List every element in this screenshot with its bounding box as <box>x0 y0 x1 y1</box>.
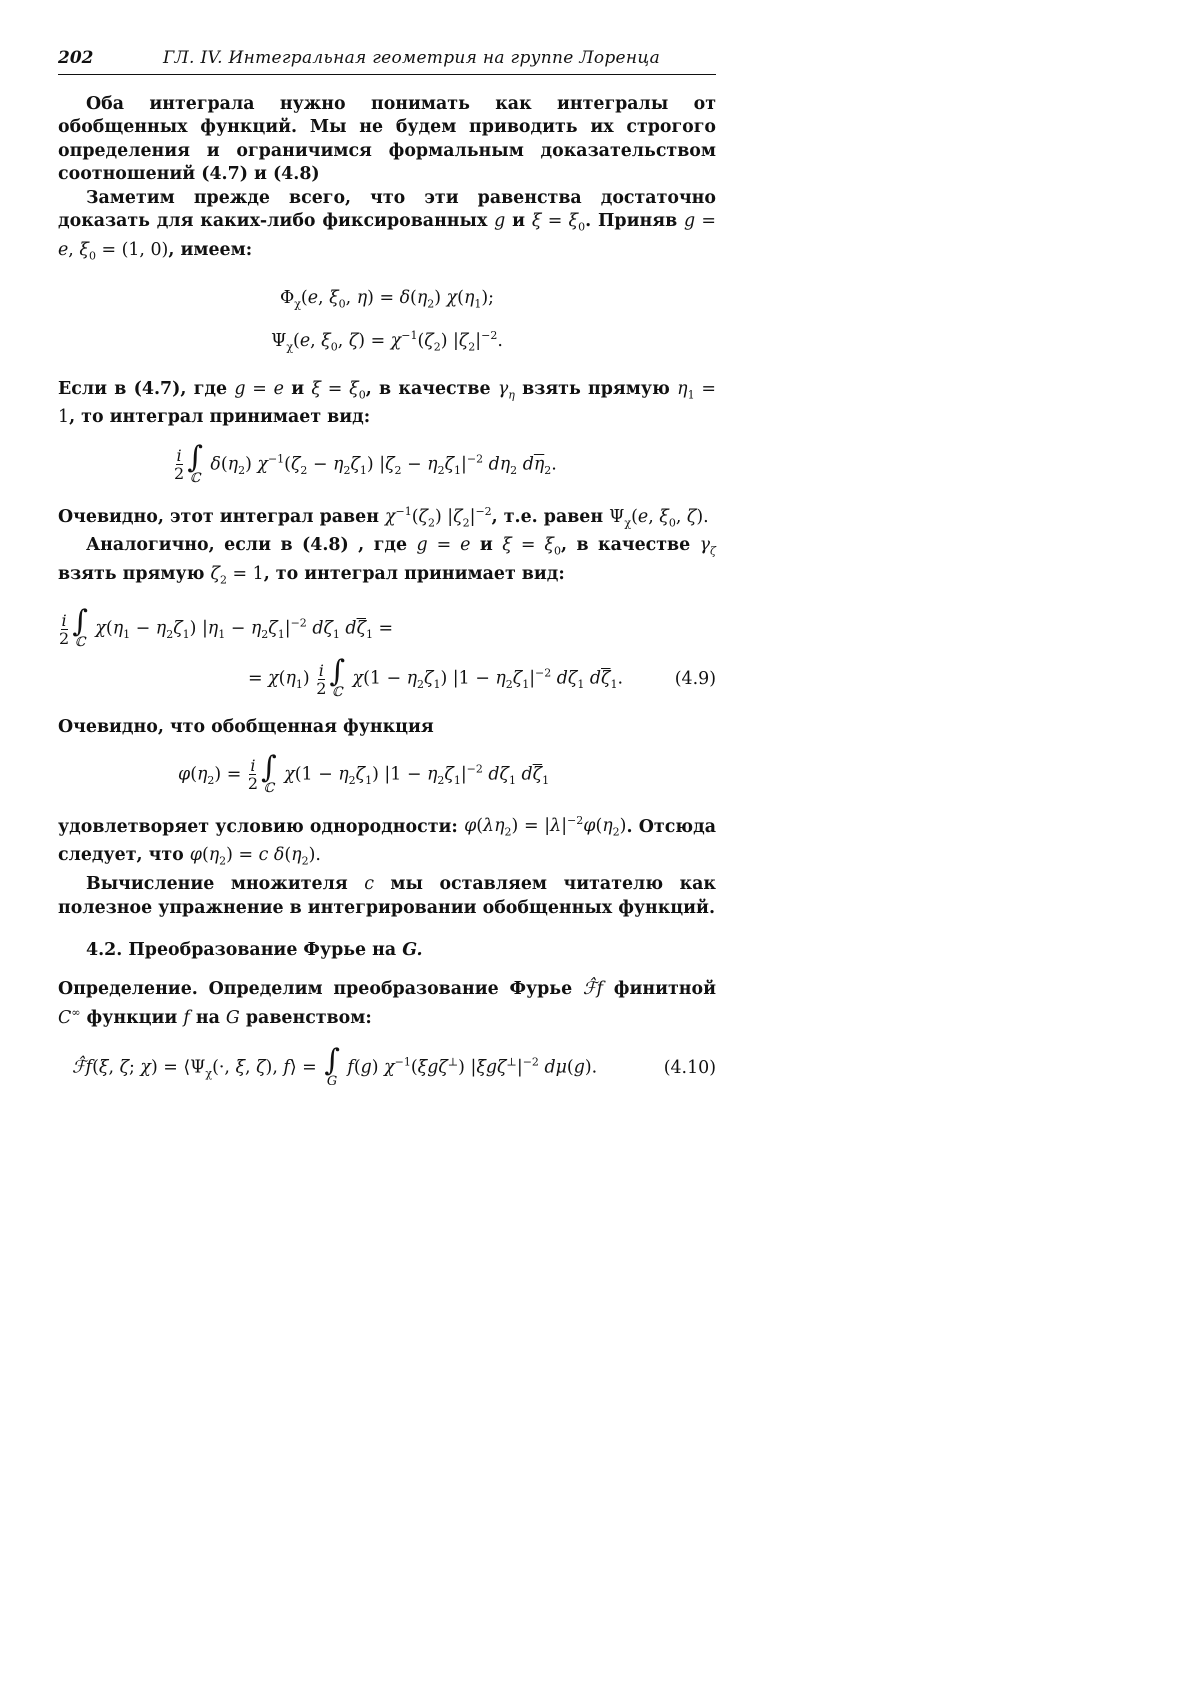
p7-text-a: удовлетворяет условию однородности: <box>58 816 458 837</box>
p6-text-a: Очевидно, что обобщенная функция <box>58 717 434 738</box>
definition-text-b: финитной <box>613 978 716 999</box>
running-title: ГЛ. IV. Интегральная геометрия на группе Лоренца <box>163 48 661 68</box>
paragraph-4: Очевидно, этот интеграл равен $\chi^{-1}(\zeta_2)$ $|\zeta_2|^{-2}$, т.е. равен $\Psi_\chi(e$, $\xi_0$, ζ). <box>58 504 709 530</box>
p5-text-a: Аналогично, если в (4.8) , где <box>86 535 408 556</box>
p5-text-e: , то интеграл принимает вид: <box>263 564 565 585</box>
definition-paragraph: Определение. Определим преобразование Фурье ℱ̂f финитной C∞ функции f на G равенством: <box>58 978 716 1029</box>
equation-number-4-10: (4.10) <box>663 1057 716 1078</box>
p4-text-a: Очевидно, этот интеграл равен <box>58 506 379 527</box>
p2-text-d: , имеем: <box>168 239 253 260</box>
p5-text-c: , в качестве <box>560 535 691 556</box>
p2-text-a: Заметим прежде всего, что эти равенства достаточно доказать для каких-либо фиксированных <box>58 187 716 232</box>
paragraph-1 <box>58 93 716 187</box>
section-symbol: G. <box>402 939 423 960</box>
definition-text-d: на <box>195 1008 220 1029</box>
p5-text-d: взять прямую <box>58 564 205 585</box>
equation-phi: $\Phi_\chi(e$, $\xi_0$, $\eta) = \delta(\eta_2)$ $\chi(\eta_1)$; <box>279 287 495 311</box>
definition-text-a: Определим преобразование Фурье <box>208 978 573 999</box>
fraction-i-over-2: $\frac{i}{2}$ <box>174 446 185 484</box>
p8-text-a: Вычисление множителя <box>86 874 348 895</box>
equation-integral-delta: $\frac{i}{2}$ ∫ ℂ $\delta(\eta_2) \chi^{-1}(\zeta_2 - \eta_2\zeta_1) |\zeta_2 - \eta_2\zeta_1|^{-2}$ $d\eta_2$ $d\overline{\eta}_2$. <box>174 439 557 486</box>
definition-text-c: функции <box>86 1008 178 1029</box>
equation-4-10: ℱ̂f(ξ, ζ; $\chi) = ⟨\Psi_\chi(\cdot$, ξ, ζ), f⟩ = ∫ G f(g) $\chi^{-1}(\xi g\zeta^\perp)$ $|\xi g\zeta^\perp|^{-2}$ dμ(g). (4.10) <box>72 1042 716 1089</box>
p2-text-b: и <box>512 211 525 232</box>
paragraph-6 <box>58 716 716 739</box>
p5-text-b: и <box>479 535 493 556</box>
p7-text-b: . Отсюда следует, что <box>58 816 716 866</box>
paragraph-8: Вычисление множителя c мы оставляем читателю как полезное упражнение в интегрировании обобщенных функций. <box>58 874 716 918</box>
equation-4-9-line1: $\frac{i}{2}$ ∫ ℂ $\chi(\eta_1 - \eta_2\zeta_1) |\eta_1 - \eta_2\zeta_1|^{-2}$ $d\zeta_1$ $d\overline{\zeta}_1$ = <box>59 604 394 651</box>
p8-text-b: мы оставляем читателю как полезное упражнение в интегрировании обобщенных функций. <box>58 874 716 918</box>
p3-text-e: , то интеграл принимает вид: <box>69 407 371 428</box>
equation-4-9-line2: = $\chi(\eta_1)$ $\frac{i}{2}$ ∫ ℂ $\chi(1 - \eta_2\zeta_1)$ $|1 - \eta_2\zeta_1|^{-2}$ $d\zeta_1$ $d\overline{\zeta}_1$. (4.9) <box>248 654 716 701</box>
page-number: 202 <box>58 48 94 68</box>
p2-text-c: . Приняв <box>585 211 678 232</box>
equation-system-phi-psi <box>58 282 716 364</box>
paragraph-5: Аналогично, если в (4.8) , где g = e и $\xi = \xi_0$, в качестве $\gamma_\zeta$ взять прямую $\zeta_2 = 1$, то интеграл принимает вид: <box>58 535 717 587</box>
equation-number-4-9: (4.9) <box>674 669 716 690</box>
p3-text-d: взять прямую <box>522 378 670 399</box>
p3-text-b: и <box>291 378 305 399</box>
paragraph-2: Заметим прежде всего, что эти равенства достаточно доказать для каких-либо фиксированных g и $\xi = \xi_0$. Приняв g = e, $\xi_0 = (1$, 0), имеем: <box>58 187 716 263</box>
equation-psi: $\Psi_\chi(e$, $\xi_0$, $\zeta) = \chi^{-1}(\zeta_2)$ $|\zeta_2|^{-2}$. <box>271 329 503 354</box>
page <box>58 48 716 1089</box>
definition-label: Определение. <box>58 978 198 999</box>
integral-sign: ∫ ℂ <box>187 439 203 486</box>
section-title: 4.2. Преобразование Фурье на <box>86 939 397 960</box>
definition-text-e: равенством: <box>245 1008 372 1029</box>
paragraph-1-text: Оба интеграла нужно понимать как интегралы от обобщенных функций. Мы не будем приводить их строгого определения и ограничимся формальным доказательством соотношений (4.7) и (4.8) <box>58 94 716 185</box>
paragraph-7: удовлетворяет условию однородности: $\varphi(\lambda\eta_2) = |\lambda|^{-2}\varphi(\eta_2)$. Отсюда следует, что $\varphi(\eta_2) = c$ $\delta(\eta_2)$. <box>58 814 716 868</box>
p4-text-b: , т.е. равен <box>491 506 604 527</box>
p3-text-c: , в качестве <box>365 378 491 399</box>
paragraph-3: Если в (4.7), где g = e и $\xi = \xi_0$, в качестве $\gamma_\eta$ взять прямую $\eta_1 = 1$, то интеграл принимает вид: <box>58 378 716 428</box>
running-header <box>58 48 716 75</box>
p3-text-a: Если в (4.7), где <box>58 378 228 399</box>
section-heading-4-2 <box>86 940 716 960</box>
equation-phi-eta2: $\varphi(\eta_2)$ = $\frac{i}{2}$ ∫ ℂ $\chi(1 - \eta_2\zeta_1)$ $|1 - \eta_2\zeta_1|^{-2}$ $d\zeta_1$ $d\overline{\zeta}_1$ <box>178 749 550 796</box>
